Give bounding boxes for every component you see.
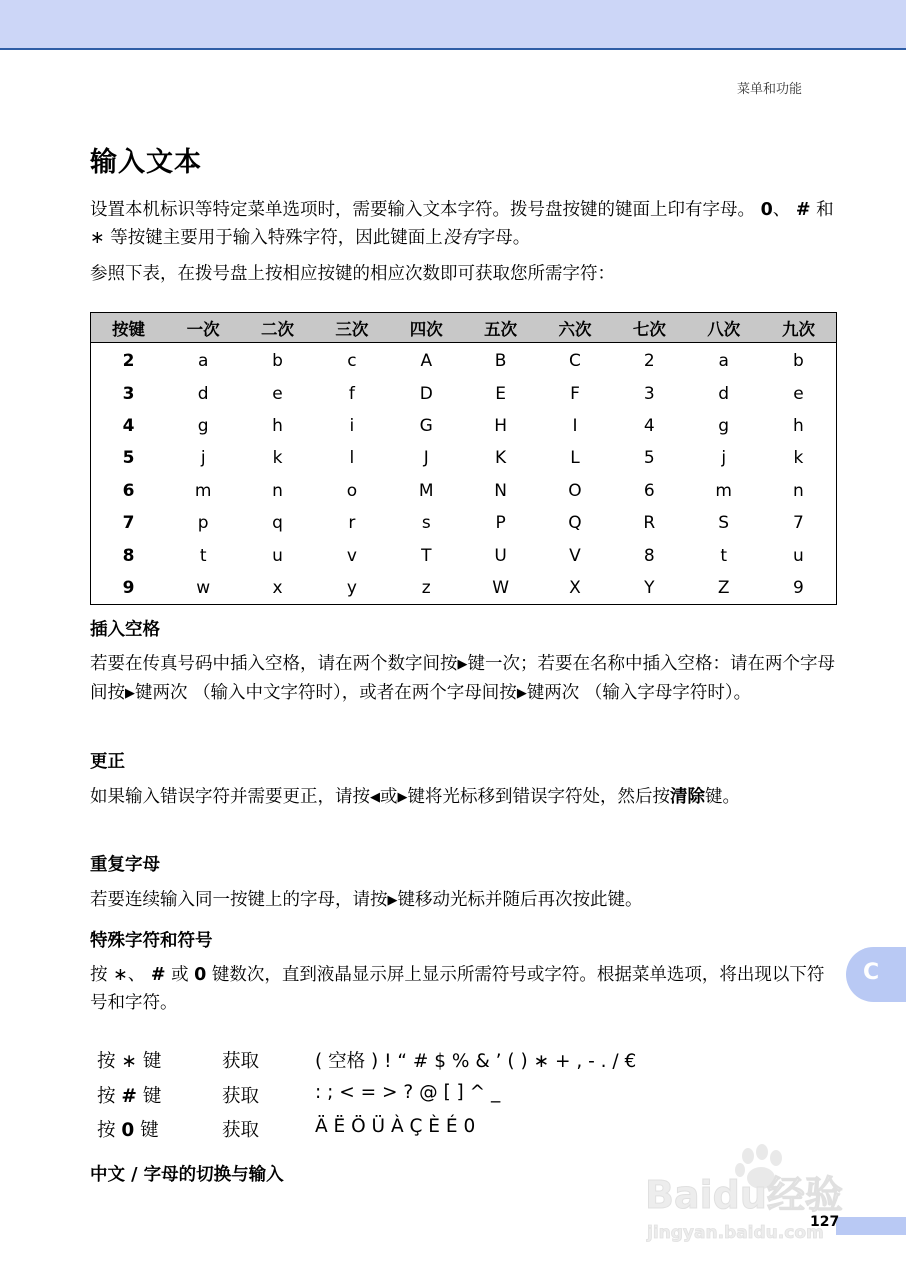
clear-key-label: 清除 [670,787,705,807]
table-cell: C [569,351,581,372]
table-cell: B [494,351,507,372]
special-text-press: 按 [90,965,114,985]
table-row [91,572,837,605]
table-cell: q [272,513,283,534]
table-cell: j [200,448,206,469]
space-text-3: 键两次 （输入中文字符时），或者在两个字母间按 [135,683,517,703]
correction-or: 或 [380,787,398,807]
symbol-list: ( 空格 ) ! “ # $ % & ’ ( ) ∗ + , - . / € [315,1051,637,1072]
symbol-row-key [97,1116,159,1142]
key-star-label: ∗ [121,1051,137,1072]
table-cell: i [349,415,355,436]
key-zero-label: 0 [194,965,207,985]
table-cell: Y [644,577,655,598]
table-cell: h [793,415,804,436]
key-star-label: ∗ [113,965,128,985]
intro-paragraph [90,196,835,252]
table-cell: p [197,513,209,534]
key-zero-label: 0 [760,200,773,220]
table-cell: P [495,513,506,534]
table-cell: K [495,448,507,469]
space-text-2: 键一次；若要在名称中插入空格：请在两个字母间按 [90,654,835,703]
space-text-1: 若要在传真号码中插入空格，请在两个数字间按 [90,654,458,674]
table-header: 二次 [240,313,314,343]
table-key-cell: 5 [122,448,135,469]
special-text-rest: 键数次，直到液晶显示屏上显示所需符号或字符。根据菜单选项，将出现以下符号和字符。 [90,965,825,1013]
table-cell: S [718,513,730,534]
footer-band [836,1217,906,1235]
table-cell: u [793,545,804,566]
table-cell: n [272,480,283,501]
table-cell: j [721,448,727,469]
table-cell: g [197,415,209,436]
symbol-list: : ; < = > ? @ [ ] ^ _ [315,1082,501,1103]
symbol-row-key [97,1082,161,1108]
key-hash-label: # [121,1086,137,1107]
table-cell: Q [568,513,582,534]
space-text-4: 键两次 （输入字母字符时）。 [526,683,752,703]
table-header: 一次 [166,313,240,343]
table-header: 五次 [463,313,537,343]
intro-separator: 、 [772,200,791,220]
table-cell: V [569,545,581,566]
table-cell: d [718,383,730,404]
right-arrow-icon: ▶ [516,686,527,701]
table-cell: 7 [793,513,804,534]
get-label: 获取 [222,1051,260,1072]
table-cell: o [346,480,358,501]
key-suffix-label: 键 [142,1051,162,1072]
repeat-heading: 重复字母 [90,855,160,875]
table-cell: r [348,513,356,534]
appendix-tab[interactable] [846,947,906,1002]
table-cell: F [570,383,580,404]
key-suffix-label: 键 [142,1086,162,1107]
table-cell: m [194,480,212,501]
table-header: 六次 [538,313,612,343]
intro-emphasis: 没有 [442,228,478,248]
table-cell: E [495,383,506,404]
table-cell: R [643,513,656,534]
intro-text: 设置本机标识等特定菜单选项时，需要输入文本字符。拨号盘按键的键面上印有字母。 [90,200,755,220]
table-key-cell: 2 [122,351,135,372]
special-or: 或 [165,965,195,985]
table-cell: 2 [643,351,655,372]
get-label: 获取 [222,1120,260,1141]
intro-paragraph-2: 参照下表，在拨号盘上按相应按键的相应次数即可获取您所需字符： [90,264,615,284]
table-key-cell: 3 [122,383,135,404]
special-chars-paragraph [90,961,835,1017]
table-cell: a [197,351,209,372]
right-arrow-icon: ▶ [397,790,408,805]
table-cell: c [347,351,357,372]
intro-middle: 等按键主要用于输入特殊字符，因此键面上 [104,228,443,248]
repeat-text-1: 若要连续输入同一按键上的字母，请按 [90,890,388,910]
table-cell: w [196,577,211,598]
correction-text-1: 如果输入错误字符并需要更正，请按 [90,787,370,807]
repeat-paragraph [90,886,835,915]
table-header: 九次 [761,313,837,343]
table-cell: g [718,415,730,436]
table-cell: J [423,448,429,469]
repeat-text-2: 键移动光标并随后再次按此键。 [397,890,643,910]
press-label: 按 [97,1120,116,1141]
table-cell: z [421,577,431,598]
table-row [91,539,837,571]
table-row [91,475,837,507]
key-zero-label: 0 [121,1120,135,1141]
table-cell: 6 [643,480,655,501]
symbol-row-key [97,1047,161,1073]
table-key-cell: 8 [122,545,135,566]
intro-end: 字母。 [477,228,531,248]
table-cell: a [718,351,729,372]
table-cell: 3 [643,383,655,404]
table-row [91,377,837,409]
section-header: 菜单和功能 [736,82,802,97]
table-row [91,507,837,539]
special-chars-heading: 特殊字符和符号 [90,931,213,951]
table-cell: k [272,448,283,469]
table-cell: y [346,577,357,598]
table-cell: L [570,448,580,469]
insert-space-paragraph [90,650,835,708]
key-star-label: ∗ [90,228,105,248]
insert-space-heading: 插入空格 [90,620,160,640]
correction-heading: 更正 [90,752,125,772]
table-cell: 8 [643,545,655,566]
right-arrow-icon: ▶ [387,893,398,908]
table-header-row [91,313,837,343]
table-row [91,410,837,442]
table-cell: A [420,351,433,372]
intro-and: 和 [810,200,834,220]
table-cell: M [418,480,434,501]
table-cell: N [494,480,507,501]
table-cell: f [348,383,355,404]
table-cell: l [349,448,355,469]
table-cell: O [568,480,582,501]
switch-input-heading: 中文 / 字母的切换与输入 [90,1165,284,1185]
left-arrow-icon: ◀ [370,790,380,805]
table-cell: Z [717,577,730,598]
key-suffix-label: 键 [140,1120,159,1141]
table-cell: I [572,415,578,436]
table-cell: t [199,545,207,566]
watermark-url: jingyan.baidu.com [647,1223,824,1243]
table-cell: 9 [793,577,804,598]
table-cell: 5 [643,448,655,469]
table-cell: U [494,545,507,566]
table-cell: e [272,383,283,404]
page-number: 127 [810,1214,840,1230]
table-cell: D [419,383,433,404]
table-cell: b [793,351,804,372]
table-cell: H [494,415,508,436]
table-key-cell: 6 [122,480,135,501]
table-cell: b [272,351,283,372]
table-key-cell: 4 [122,415,135,436]
key-hash-label: # [795,200,811,220]
table-cell: 4 [643,415,655,436]
table-cell: G [419,415,433,436]
table-header: 三次 [315,313,389,343]
table-cell: m [715,480,732,501]
page-title: 输入文本 [90,147,202,178]
table-cell: d [197,383,209,404]
table-header: 八次 [687,313,761,343]
key-hash-label: # [150,965,166,985]
table-cell: h [272,415,283,436]
table-cell: W [492,577,510,598]
table-cell: T [421,545,432,566]
table-row [91,343,837,378]
symbol-list: Ä Ë Ö Ü À Ç È É 0 [315,1116,476,1137]
correction-text-3: 键。 [705,787,740,807]
table-cell: v [346,545,357,566]
table-cell: u [272,545,283,566]
table-cell: n [793,480,804,501]
right-arrow-icon: ▶ [125,686,135,701]
table-cell: X [569,577,581,598]
table-cell: s [421,513,431,534]
watermark-brand: Baidu经验 [645,1173,843,1217]
table-header: 七次 [612,313,686,343]
table-cell: e [793,383,804,404]
table-row [91,442,837,474]
table-key-cell: 7 [122,513,135,534]
special-separator: 、 [127,965,151,985]
top-banner [0,0,906,50]
table-header: 按键 [91,313,167,343]
table-header: 四次 [389,313,463,343]
table-key-cell: 9 [122,577,135,598]
press-label: 按 [97,1086,116,1107]
get-label: 获取 [222,1086,260,1107]
baidu-watermark [645,1140,865,1250]
correction-text-2: 键将光标移到错误字符处，然后按 [407,787,670,807]
key-mapping-table [90,312,837,605]
appendix-tab-label: C [863,960,880,985]
table-cell: x [272,577,283,598]
table-cell: k [793,448,804,469]
table-cell: t [720,545,728,566]
correction-paragraph [90,783,835,812]
right-arrow-icon: ▶ [457,657,468,672]
press-label: 按 [97,1051,116,1072]
